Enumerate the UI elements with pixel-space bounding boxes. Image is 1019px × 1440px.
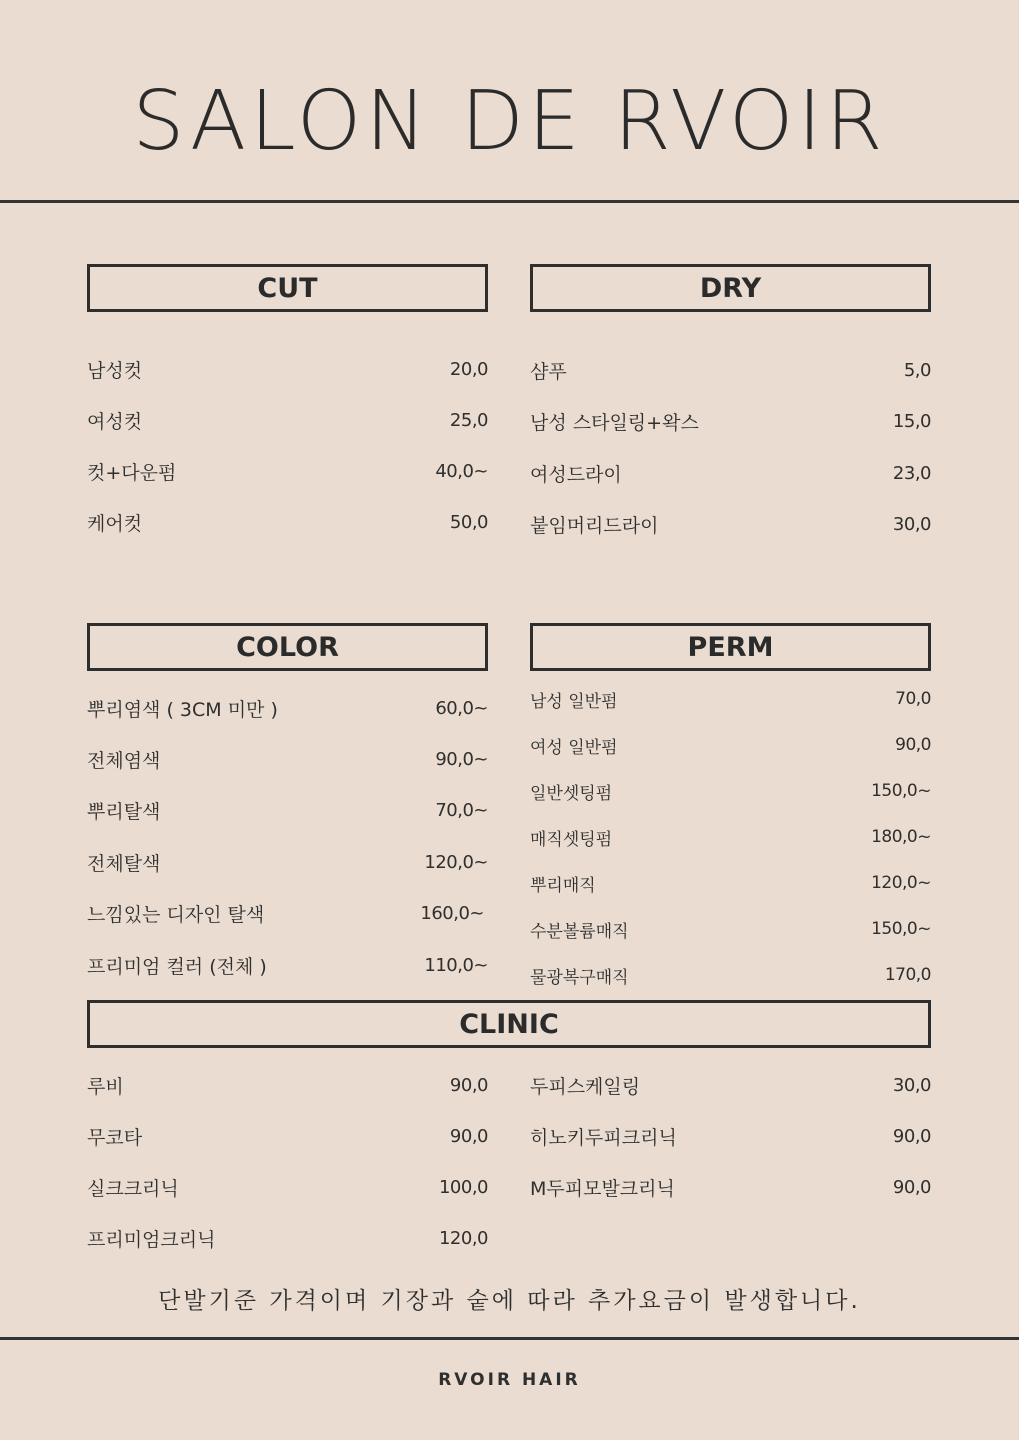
list-item <box>530 509 931 539</box>
item-name: 느낌있는 디자인 탈색 <box>87 903 265 926</box>
item-price: 23,0 <box>892 462 931 484</box>
item-name: 루비 <box>87 1075 124 1098</box>
item-name: 뿌리매직 <box>530 875 596 896</box>
list-item <box>87 456 488 486</box>
list-item <box>87 693 488 723</box>
item-price: 90,0 <box>895 735 931 755</box>
list-item <box>87 507 488 537</box>
item-price: 30,0 <box>892 513 931 535</box>
item-name: 수분볼륨매직 <box>530 921 629 942</box>
item-name: 뿌리염색 ( 3CM 미만 ) <box>87 698 278 721</box>
list-item <box>87 898 484 928</box>
list-item <box>87 405 488 435</box>
list-item <box>530 730 931 760</box>
list-item <box>530 960 931 990</box>
item-name: 뿌리탈색 <box>87 800 161 823</box>
item-price: 90,0 <box>892 1176 931 1198</box>
item-name: 남성컷 <box>87 359 143 382</box>
clinic-list-left <box>87 1070 488 1270</box>
item-name: 케어컷 <box>87 512 143 535</box>
perm-list <box>530 684 931 994</box>
item-price: 180,0~ <box>871 827 931 847</box>
list-item <box>87 744 488 774</box>
clinic-list-right <box>530 1070 931 1230</box>
item-name: 히노키두피크리닉 <box>530 1126 677 1149</box>
item-price: 120,0 <box>438 1227 488 1249</box>
item-price: 70,0 <box>895 689 931 709</box>
item-name: 전체염색 <box>87 749 161 772</box>
item-price: 100,0 <box>438 1176 488 1198</box>
list-item <box>530 822 931 852</box>
top-divider <box>0 200 1019 203</box>
item-price: 120,0~ <box>424 851 488 873</box>
list-item <box>530 914 931 944</box>
item-price: 20,0 <box>449 358 488 380</box>
section-header-cut: CUT <box>87 264 488 312</box>
item-price: 150,0~ <box>871 781 931 801</box>
item-name: 여성드라이 <box>530 463 622 486</box>
item-name: 실크크리닉 <box>87 1177 179 1200</box>
list-item <box>87 1172 488 1202</box>
item-name: 물광복구매직 <box>530 967 629 988</box>
item-name: 샴푸 <box>530 360 567 383</box>
item-name: 컷+다운펌 <box>87 461 177 484</box>
item-price: 50,0 <box>449 511 488 533</box>
section-header-clinic: CLINIC <box>87 1000 931 1048</box>
item-name: 남성 스타일링+왁스 <box>530 411 699 434</box>
item-name: 매직셋팅펌 <box>530 829 613 850</box>
list-item <box>530 684 931 714</box>
item-price: 25,0 <box>449 409 488 431</box>
list-item <box>530 1070 931 1100</box>
section-header-color: COLOR <box>87 623 488 671</box>
item-price: 170,0 <box>884 965 931 985</box>
item-price: 160,0~ <box>420 902 484 924</box>
item-price: 15,0 <box>892 410 931 432</box>
item-price: 90,0 <box>892 1125 931 1147</box>
item-name: 붙임머리드라이 <box>530 514 659 537</box>
list-item <box>530 458 931 488</box>
item-price: 90,0 <box>449 1074 488 1096</box>
section-header-perm: PERM <box>530 623 931 671</box>
footer-brand: RVOIR HAIR <box>438 1370 581 1390</box>
item-name: 프리미엄 컬러 (전체 ) <box>87 955 267 978</box>
item-price: 40,0~ <box>435 460 488 482</box>
bottom-divider <box>0 1337 1019 1340</box>
item-name: 여성 일반펌 <box>530 737 618 758</box>
list-item <box>87 795 488 825</box>
item-price: 120,0~ <box>871 873 931 893</box>
dry-list <box>530 355 931 555</box>
pricing-notice: 단발기준 가격이며 기장과 숱에 따라 추가요금이 발생합니다. <box>158 1288 861 1314</box>
list-item <box>530 776 931 806</box>
list-item <box>530 1121 931 1151</box>
item-name: 남성 일반펌 <box>530 691 618 712</box>
list-item <box>87 1121 488 1151</box>
list-item <box>87 950 488 980</box>
item-name: 두피스케일링 <box>530 1075 641 1098</box>
cut-list <box>87 354 488 554</box>
list-item <box>87 847 488 877</box>
page-title: SALON DE RVOIR <box>132 74 887 169</box>
item-name: M두피모발크리닉 <box>530 1177 675 1200</box>
list-item <box>87 1070 488 1100</box>
item-name: 프리미엄크리닉 <box>87 1228 216 1251</box>
item-name: 무코타 <box>87 1126 143 1149</box>
item-name: 일반셋팅펌 <box>530 783 613 804</box>
item-price: 90,0~ <box>435 748 488 770</box>
item-price: 5,0 <box>903 359 931 381</box>
item-price: 30,0 <box>892 1074 931 1096</box>
color-list <box>87 693 488 993</box>
item-name: 여성컷 <box>87 410 143 433</box>
list-item <box>530 1172 931 1202</box>
item-price: 60,0~ <box>435 697 488 719</box>
item-price: 110,0~ <box>424 954 488 976</box>
list-item <box>530 868 931 898</box>
section-header-dry: DRY <box>530 264 931 312</box>
list-item <box>87 354 488 384</box>
list-item <box>530 406 931 436</box>
list-item <box>530 355 931 385</box>
item-price: 70,0~ <box>435 799 488 821</box>
item-name: 전체탈색 <box>87 852 161 875</box>
item-price: 90,0 <box>449 1125 488 1147</box>
list-item <box>87 1223 488 1253</box>
item-price: 150,0~ <box>871 919 931 939</box>
